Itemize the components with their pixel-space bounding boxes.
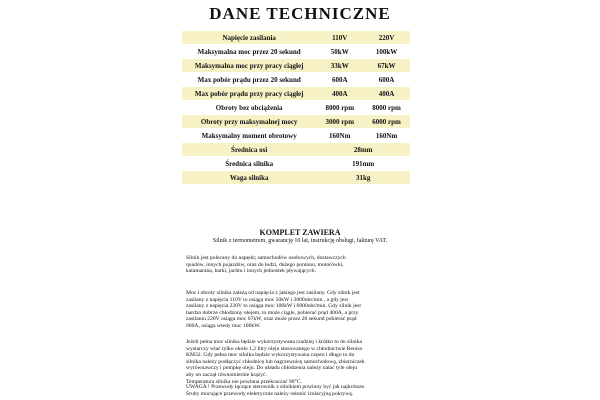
spec-value-110v: 3000 rpm (316, 115, 363, 128)
spec-value-220v: 8000 rpm (363, 101, 410, 114)
spec-row (182, 73, 410, 86)
spec-value: 28mm (316, 143, 410, 156)
spec-value: 31kg (316, 171, 410, 184)
spec-row (182, 129, 410, 142)
spec-value-110v: 600A (316, 73, 363, 86)
spec-row (182, 31, 410, 44)
spec-label: Obroty przy maksymalnej mocy (182, 115, 316, 128)
spec-value-220v: 160Nm (363, 129, 410, 142)
spec-row (182, 143, 410, 156)
komplet-title: KOMPLET ZAWIERA (259, 228, 341, 237)
spec-label: Waga silnika (182, 171, 316, 184)
spec-value-110v: 33kW (316, 59, 363, 72)
spec-value-220v: 600A (363, 73, 410, 86)
spec-label: Maksymalna moc przy pracy ciągłej (182, 59, 316, 72)
spec-value-220v: 220V (363, 31, 410, 44)
spec-label: Średnica silnika (182, 157, 316, 170)
specs-table-body (182, 31, 410, 184)
spec-value-220v: 100kW (363, 45, 410, 58)
spec-label: Maksymalny moment obrotowy (182, 129, 316, 142)
spec-value-110v: 8000 rpm (316, 101, 363, 114)
cooling-paragraph: Jeżeli pełna moc silnika będzie wykorzystywana rzadziej i krótko to do silnika wystarczy wlać tylko około 1,2 litry oleju stosowanego w chłodnictwie Reniso KM32. Gdy pełna moc silnika będzie wykorzystywana często i długo to do silnika należy podłączyć chłodnicę lub nagrzewnicę samochodową, zbiorniczek wyrównawczy i pompkę oleju. Do układu chłodzenia należy nalać tyle oleju aby on zaczął równomiernie krążyć. Temperatura silnika nie powinna przekraczać 90°C. (186, 339, 365, 385)
spec-value-110v: 50kW (316, 45, 363, 58)
spec-row (182, 157, 410, 170)
spec-row (182, 87, 410, 100)
warning-paragraph: UWAGA ! Przewody łączące sterownik z silnikiem powinny być jak najkrótsze. Śruby mocujące przewody elektryczne należy osłonić izolacyjną pokrywą. (186, 384, 366, 397)
komplet-text: Silnik z termometrem, gwarancję 10 lat, instrukcję obsługi, fakturę VAT. (212, 238, 388, 244)
spec-label: Obroty bez obciążenia (182, 101, 316, 114)
spec-row (182, 101, 410, 114)
spec-row (182, 171, 410, 184)
spec-label: Średnica osi (182, 143, 316, 156)
spec-row (182, 45, 410, 58)
spec-value-220v: 67kW (363, 59, 410, 72)
spec-row (182, 115, 410, 128)
usage-paragraph: Silnik jest polecany do napędu; samochodów osobowych, dostawczych quadów, innych pojazdów, oraz do łodzi, dużego pontonu, motorówki, katamarana, barki, jachtu i innych jednostek pływających. (186, 255, 346, 275)
spec-label: Max pobór prądu przez 20 sekund (182, 73, 316, 86)
page-title: DANE TECHNICZNE (209, 4, 391, 23)
spec-label: Napięcie zasilania (182, 31, 316, 44)
specs-table (182, 30, 410, 185)
spec-value-110v: 400A (316, 87, 363, 100)
spec-row (182, 59, 410, 72)
spec-value-220v: 6000 rpm (363, 115, 410, 128)
spec-value-220v: 400A (363, 87, 410, 100)
power-paragraph: Moc i obroty silnika zależą od napięcia z jakiego jest zasilany. Gdy silnik jest zasilany z napięcia 110V to osiąga moc 50kW i 3000obr/min , a gdy jest zasilany z napięcia 220V to osiąga moc 100kW i 6000obr/min. Gdy silnik jest bardzo dobrze chłodzony olejem, to może ciągle, pobierać prąd 400A, a przy zasilaniu 220V osiąga moc 67kW, oraz może przez 20 sekund pobierać prąd 600A, osiąga wtedy moc 100kW. (186, 290, 361, 329)
spec-value-110v: 160Nm (316, 129, 363, 142)
spec-label: Maksymalna moc przez 20 sekund (182, 45, 316, 58)
spec-label: Max pobór prądu przy pracy ciągłej (182, 87, 316, 100)
spec-value-110v: 110V (316, 31, 363, 44)
spec-value: 191mm (316, 157, 410, 170)
